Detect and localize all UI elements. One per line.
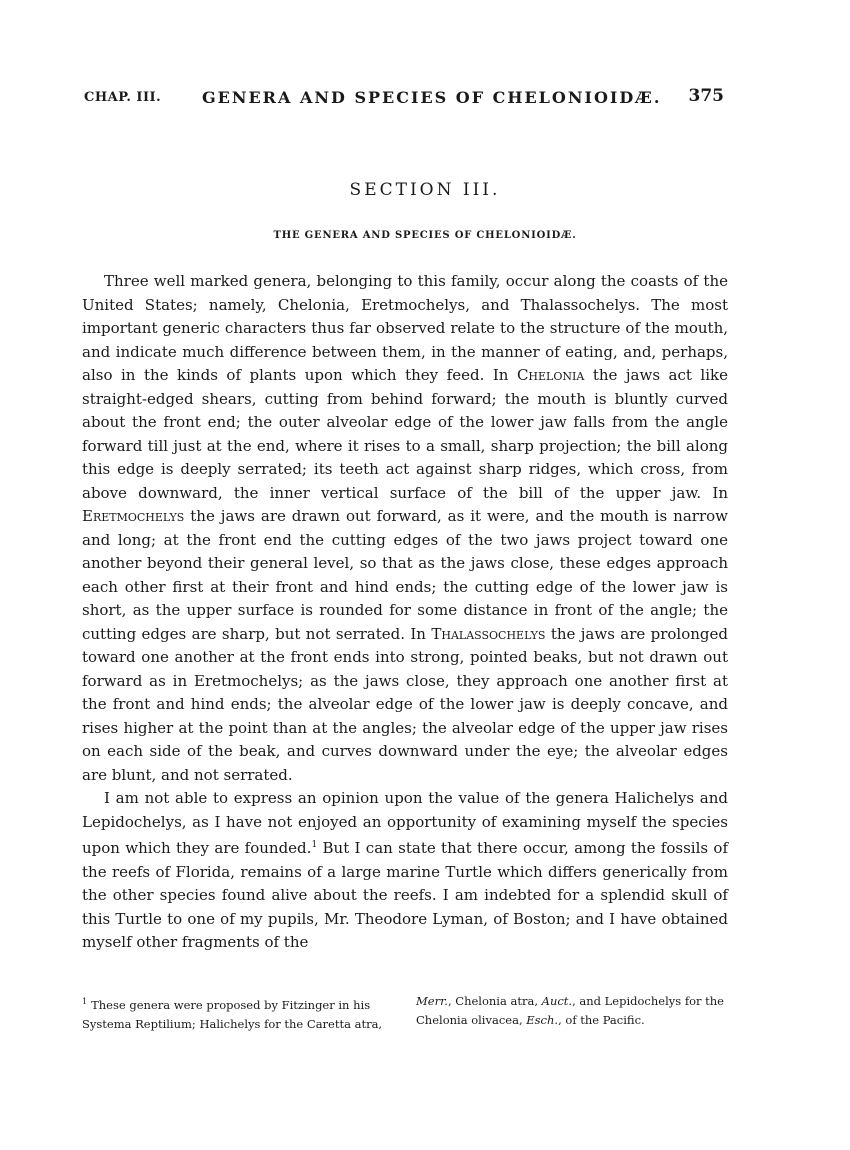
- paragraph-1-text-c: the jaws are drawn out forward, as it were, and the mouth is narrow and long; at the front end the cutting edges of the two jaws project toward one another beyond their general level, so that as the jaws close, these edges approach each other first at their front and hind ends; the cutting edge of the lower jaw is short, as the upper surface is rounded for some distance in front of the angle; the cutting edges are sharp, but not serrated. In: [82, 507, 728, 643]
- footnote-text: , Chelonia atra,: [447, 994, 542, 1008]
- genus-eretmochelys: Eretmochelys: [82, 507, 185, 525]
- footnote-line-4: [416, 1011, 728, 1030]
- author-auct: Auct.: [541, 994, 573, 1008]
- paragraph-1: [82, 270, 728, 787]
- paragraph-1-text-d: the jaws are prolonged toward one another at the front ends into strong, pointed beaks, but not drawn out forward as in Eretmochelys; as the jaws close, they approach one another first at the front and hind ends; the alveolar edge of the lower jaw is deeply concave, and rises higher at the point than at the angles; the alveolar edge of the upper jaw rises on each side of the beak, and curves downward under the eye; the alveolar edges are blunt, and not serrated.: [82, 624, 728, 784]
- genus-thalassochelys: Thalassochelys: [431, 624, 546, 643]
- footnotes: [82, 992, 728, 1042]
- footnote-text: These genera were proposed by Fitzinger in his: [91, 997, 371, 1012]
- paragraph-2: [82, 787, 728, 955]
- author-esch: Esch.: [526, 1013, 559, 1027]
- section-subtitle: THE GENERA AND SPECIES OF CHELONIOIDÆ.: [273, 230, 577, 241]
- author-merr: Merr.: [416, 994, 448, 1008]
- body-text: [82, 270, 728, 955]
- section-title: SECTION III.: [349, 180, 501, 200]
- page-number: 375: [688, 86, 724, 106]
- genus-chelonia: Chelonia: [516, 366, 585, 384]
- paragraph-1-text-b: the jaws act like straight-edged shears, cutting from behind forward; the mouth is bluntly curved about the front end; the outer alveolar edge of the lower jaw falls from the angle forward till just at the end, where it rises to a small, sharp projection; the bill along this edge is deeply serrated; its teeth act against sharp ridges, which cross, from above downward, the inner vertical surface of the bill of the upper jaw. In: [82, 366, 728, 502]
- footnote-text: , of the Pacific.: [558, 1013, 645, 1027]
- footnote-reference: 1: [311, 840, 318, 850]
- footnote-line-1: [82, 992, 394, 1015]
- footnote-line-2: Systema Reptilium; Halichelys for the Caretta atra,: [82, 1016, 383, 1031]
- running-head: [84, 86, 724, 110]
- footnote-text: , and Lepidochelys for the: [572, 994, 724, 1008]
- running-title: GENERA AND SPECIES OF CHELONIOIDÆ.: [202, 88, 662, 107]
- footnote-right-column: [416, 992, 728, 1030]
- paragraph-2-text-b: But I can state that there occur, among the fossils of the reefs of Florida, remains of a large marine Turtle which differs generically from the other species found alive about the reefs. I am indebted for a splendid skull of this Turtle to one of my pupils, Mr. Theodore Lyman, of Boston; and I have obtained myself other fragments of the: [82, 839, 728, 951]
- paragraph-2-text-a: I am not able to express an opinion upon the value of the genera Halichelys and Lepidochelys, as I have not enjoyed an opportunity of examining myself the species upon which they are founded.: [82, 789, 728, 857]
- footnote-line-3: [416, 992, 728, 1011]
- footnote-text: Chelonia olivacea,: [416, 1013, 527, 1027]
- paragraph-1-text-a: Three well marked genera, belonging to this family, occur along the coasts of the United States; namely, Chelonia, Eretmochelys, and Thalassochelys. The most important generic characters thus far observed relate to the structure of the mouth, and indicate much difference between them, in the manner of eating, and, perhaps, also in the kinds of plants upon which they feed. In: [82, 272, 728, 384]
- footnote-left-column: [82, 992, 394, 1034]
- chapter-label: CHAP. III.: [84, 90, 162, 105]
- footnote-mark: 1: [82, 997, 88, 1006]
